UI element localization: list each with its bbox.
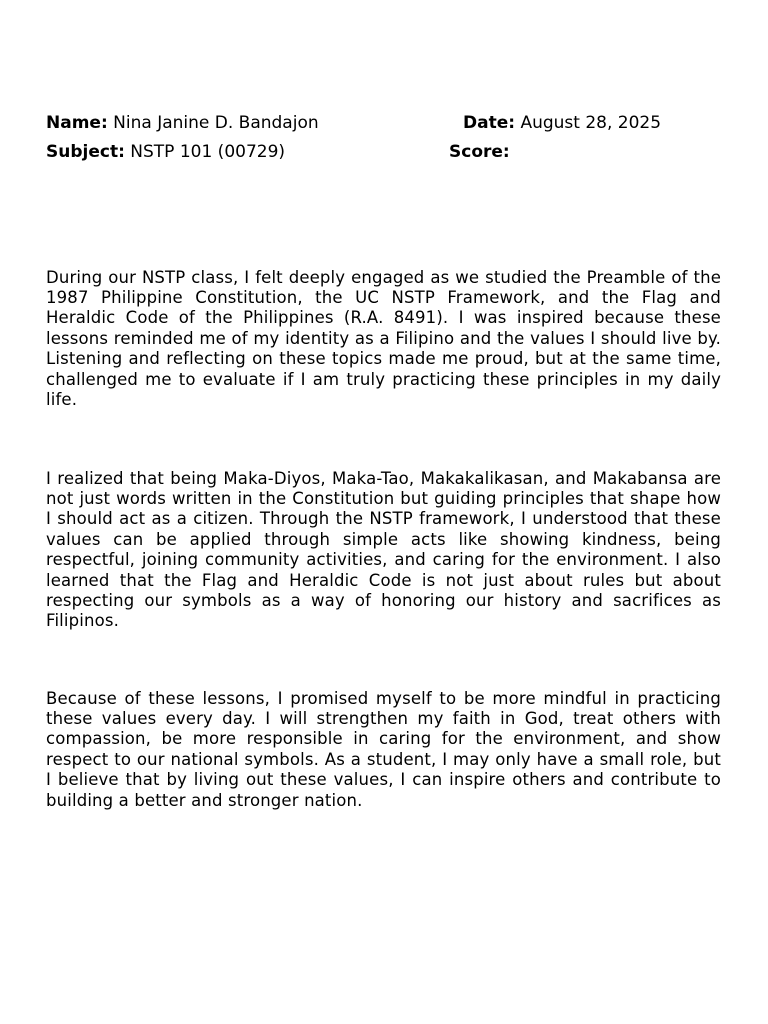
score-field [449,141,510,163]
body-paragraph-2: I realized that being Maka-Diyos, Maka-Tao, Makakalikasan, and Makabansa are not just words written in the Constitution but guiding principles that shape how I should act as a citizen. Through the NSTP framework, I understood that these values can be applied through simple acts like showing kindness, being respectful, joining community activities, and caring for the environment. I also learned that the Flag and Heraldic Code is not just about rules but about respecting our symbols as a way of honoring our history and sacrifices as Filipinos. [46,468,721,631]
body-paragraph-1: During our NSTP class, I felt deeply engaged as we studied the Preamble of the 1987 Philippine Constitution, the UC NSTP Framework, and the Flag and Heraldic Code of the Philippines (R.A. 8491). I was inspired because these lessons reminded me of my identity as a Filipino and the values I should live by. Listening and reflecting on these topics made me proud, but at the same time, challenged me to evaluate if I am truly practicing these principles in my daily life. [46,267,721,409]
subject-field [46,141,285,163]
date-value: August 28, 2025 [520,113,662,133]
name-label: Name: [46,113,108,133]
subject-label: Subject: [46,142,125,162]
body-paragraph-3: Because of these lessons, I promised myself to be more mindful in practicing these values every day. I will strengthen my faith in God, treat others with compassion, be more responsible in caring for the environment, and show respect to our national symbols. As a student, I may only have a small role, but I believe that by living out these values, I can inspire others and contribute to building a better and stronger nation. [46,688,721,810]
name-field [46,112,319,134]
name-value: Nina Janine D. Bandajon [113,113,319,133]
score-label: Score: [449,142,510,162]
date-field [463,112,661,134]
subject-value: NSTP 101 (00729) [130,142,286,162]
date-label: Date: [463,113,516,133]
